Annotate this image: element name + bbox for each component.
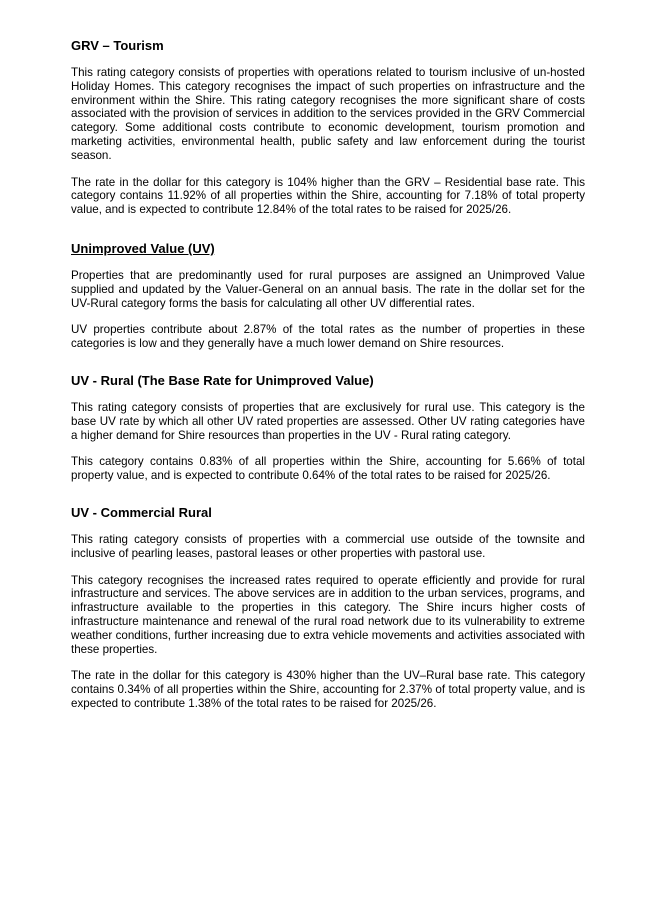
section-heading: Unimproved Value (UV) [71, 240, 215, 256]
paragraph: This category contains 0.83% of all properties within the Shire, accounting for 5.66% of total property value, and is expected to contribute 0.64% of the total rates to be raised for 2025/26. [71, 455, 585, 483]
paragraph: The rate in the dollar for this category is 430% higher than the UV–Rural base rate. This category contains 0.34% of all properties within the Shire, accounting for 2.37% of total property value, and is expected to contribute 1.38% of the total rates to be raised for 2025/26. [71, 669, 585, 710]
paragraph: UV properties contribute about 2.87% of the total rates as the number of properties in these categories is low and they generally have a much lower demand on Shire resources. [71, 323, 585, 351]
section-unimproved-value [71, 241, 585, 351]
section-uv-commercial-rural [71, 505, 585, 711]
paragraph: Properties that are predominantly used for rural purposes are assigned an Unimproved Value supplied and updated by the Valuer-General on an annual basis. The rate in the dollar set for the UV-Rural category forms the basis for calculating all other UV differential rates. [71, 268, 585, 310]
section-heading: GRV – Tourism [71, 38, 164, 53]
paragraph: This rating category consists of properties that are exclusively for rural use. This category is the base UV rate by which all other UV rated properties are assessed. Other UV rating categories have a higher demand for Shire resources than properties in the UV - Rural rating category. [71, 400, 585, 442]
paragraph: This category recognises the increased rates required to operate efficiently and provide for rural infrastructure and services. The above services are in addition to the urban services, programs, and infrastructure available to the properties in this category. The Shire incurs higher costs of infrastructure maintenance and renewal of the rural road network due to its vulnerability to extreme weather conditions, further increasing due to extra vehicle movements and activities associated with these properties. [71, 573, 585, 656]
section-uv-rural [71, 373, 585, 483]
section-heading: UV - Commercial Rural [71, 504, 212, 520]
document-page [71, 38, 585, 711]
paragraph: This rating category consists of properties with operations related to tourism inclusive of un-hosted Holiday Homes. This category recognises the impact of such properties on infrastructure and the environment within the Shire. This rating category recognises the more significant share of costs associated with the provision of services in addition to the services provided in the GRV Commercial category. Some additional costs contribute to economic development, tourism promotion and marketing activities, environmental health, public safety and law enforcement during the tourist season. [71, 66, 585, 162]
paragraph: This rating category consists of properties with a commercial use outside of the townsite and inclusive of pearling leases, pastoral leases or other properties with pastoral use. [71, 532, 585, 560]
paragraph: The rate in the dollar for this category is 104% higher than the GRV – Residential base rate. This category contains 11.92% of all properties within the Shire, accounting for 7.18% of total property value, and is expected to contribute 12.84% of the total rates to be raised for 2025/26. [71, 175, 585, 217]
section-grv-tourism [71, 38, 585, 217]
section-heading: UV - Rural (The Base Rate for Unimproved Value) [71, 372, 374, 388]
